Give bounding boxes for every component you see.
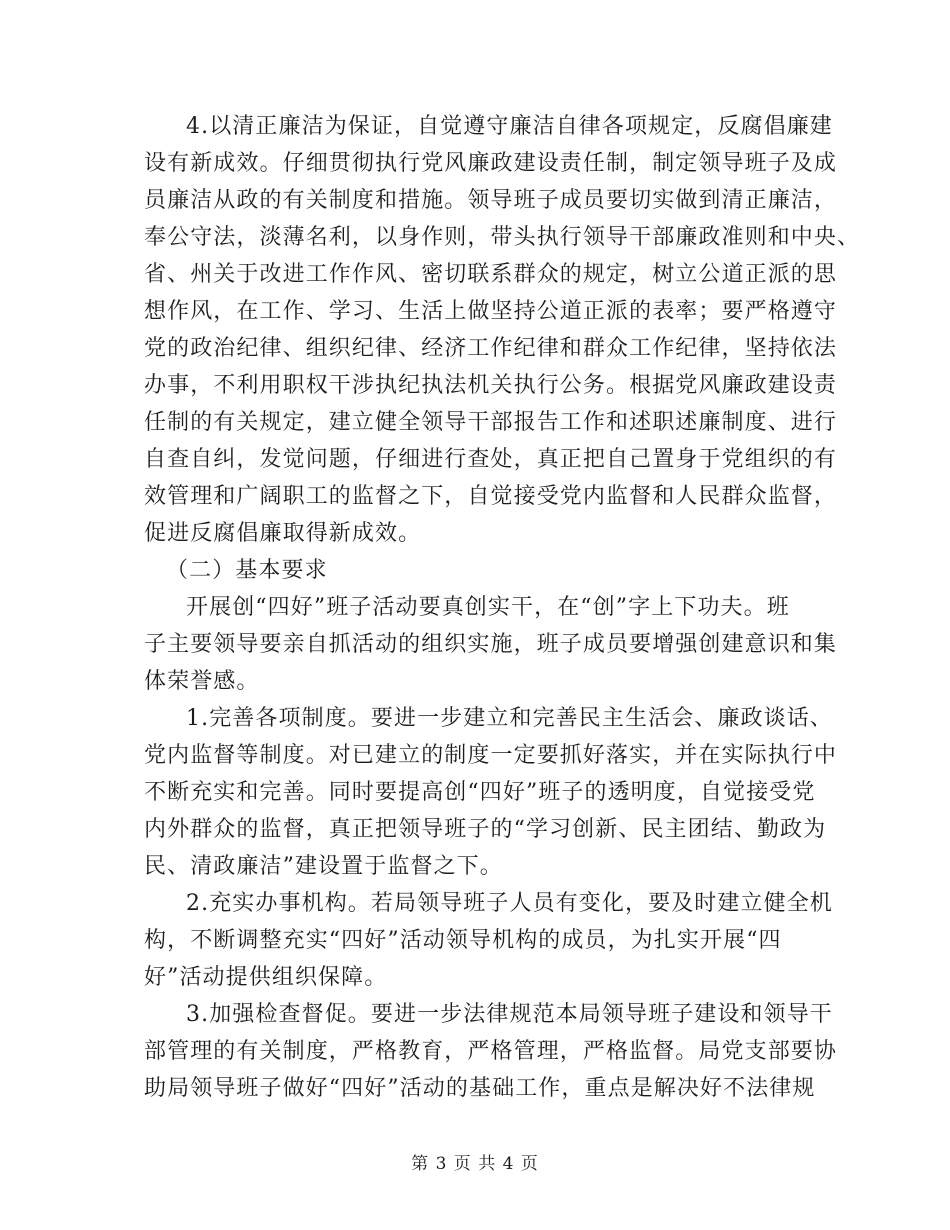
text-line: 设有新成效。仔细贯彻执行党风廉政建设责任制，制定领导班子及成 (144, 151, 838, 176)
text-line: 员廉洁从政的有关制度和措施。领导班子成员要切实做到清正廉洁， (144, 188, 838, 213)
text-line: 省、州关于改进工作作风、密切联系群众的规定，树立公道正派的思 (144, 262, 838, 287)
text-line: 党内监督等制度。对已建立的制度一定要抓好落实，并在实际执行中 (144, 743, 838, 768)
section-heading: （二）基本要求 (166, 558, 328, 583)
text-line: 部管理的有关制度，严格教育，严格管理，严格监督。局党支部要协 (144, 1039, 838, 1064)
text-line: 想作风，在工作、学习、生活上做坚持公道正派的表率；要严格遵守 (144, 299, 838, 324)
text-line: 子主要领导要亲自抓活动的组织实施，班子成员要增强创建意识和集 (144, 632, 838, 657)
text-line: 党的政治纪律、组织纪律、经济工作纪律和群众工作纪律，坚持依法 (144, 336, 838, 361)
text-line: 奉公守法，淡薄名利，以身作则，带头执行领导干部廉政准则和中央、 (144, 225, 861, 250)
text-line: 效管理和广阔职工的监督之下，自觉接受党内监督和人民群众监督， (144, 484, 838, 509)
text-line: 助局领导班子做好“四好”活动的基础工作，重点是解决好不法律规 (144, 1076, 816, 1101)
text-line: 2.充实办事机构。若局领导班子人员有变化，要及时建立健全机 (186, 891, 833, 916)
text-line: 自查自纠，发觉问题，仔细进行查处，真正把自己置身于党组织的有 (144, 447, 838, 472)
page-number: 第 3 页 共 4 页 (411, 1154, 539, 1174)
text-line: 好”活动提供组织保障。 (144, 965, 388, 990)
text-line: 开展创“四好”班子活动要真创实干，在“创”字上下功夫。班 (186, 595, 790, 620)
text-line: 1.完善各项制度。要进一步建立和完善民主生活会、廉政谈话、 (186, 706, 833, 731)
text-line: 民、清政廉洁”建设置于监督之下。 (144, 854, 503, 879)
text-line: 内外群众的监督，真正把领导班子的“学习创新、民主团结、勤政为 (144, 817, 827, 842)
text-line: 构，不断调整充实“四好”活动领导机构的成员，为扎实开展“四 (144, 928, 782, 953)
text-line: 3.加强检查督促。要进一步法律规范本局领导班子建设和领导干 (186, 1002, 833, 1027)
text-line: 办事，不利用职权干涉执纪执法机关执行公务。根据党风廉政建设责 (144, 373, 838, 398)
text-line: 4.以清正廉洁为保证，自觉遵守廉洁自律各项规定，反腐倡廉建 (186, 114, 833, 139)
text-line: 不断充实和完善。同时要提高创“四好”班子的透明度，自觉接受党 (144, 780, 816, 805)
text-line: 体荣誉感。 (144, 669, 260, 694)
text-line: 任制的有关规定，建立健全领导干部报告工作和述职述廉制度、进行 (144, 410, 838, 435)
text-line: 促进反腐倡廉取得新成效。 (144, 521, 422, 546)
